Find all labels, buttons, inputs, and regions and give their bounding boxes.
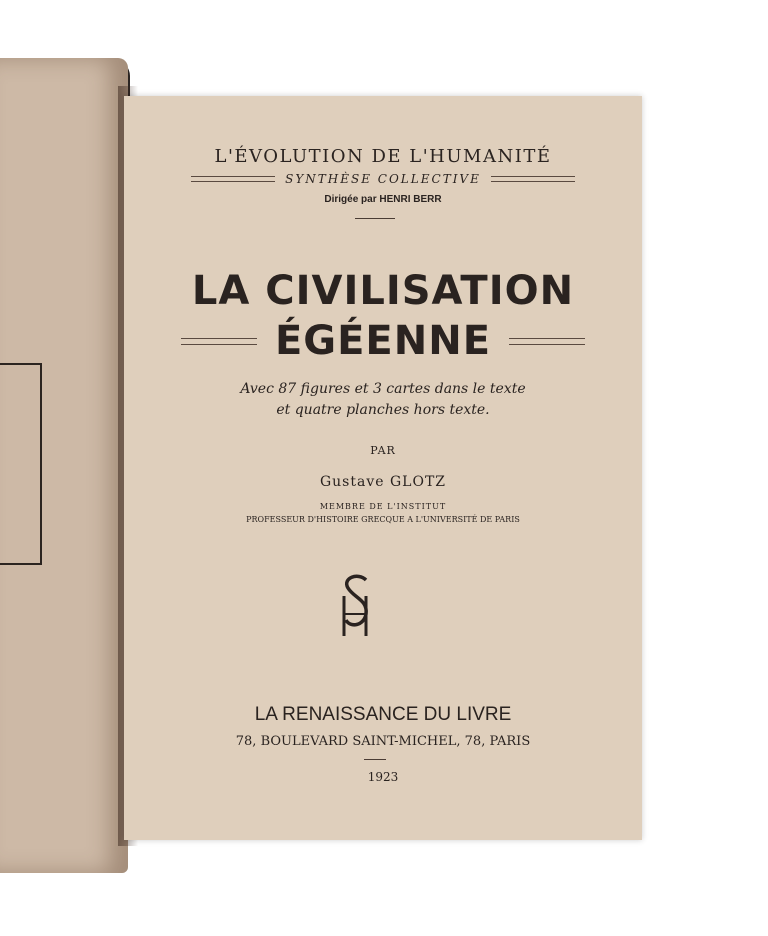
publisher-address: 78, BOULEVARD SAINT-MICHEL, 78, PARIS [235, 734, 531, 749]
series-subtitle: SYNTHÈSE COLLECTIVE [285, 172, 481, 186]
series-title: L'ÉVOLUTION DE L'HUMANITÉ [214, 146, 552, 167]
double-rule-right [491, 176, 575, 182]
author-name: Gustave GLOTZ [319, 474, 447, 490]
left-page [0, 58, 128, 873]
book-title-line2: ÉGÉENNE [274, 318, 492, 364]
left-page-frame [0, 363, 42, 565]
book-title-line2-row [124, 318, 642, 364]
figures-note: Avec 87 figures et 3 cartes dans le texte [240, 381, 526, 397]
plates-note: et quatre planches hors texte. [276, 402, 490, 418]
title-rule-right [509, 338, 585, 345]
title-rule-left [181, 338, 257, 345]
double-rule-left [191, 176, 275, 182]
author-position: PROFESSEUR D'HISTOIRE GRECQUE A L'UNIVERSITÉ DE PARIS [246, 515, 520, 524]
short-rule [355, 218, 395, 219]
dash-rule [364, 759, 386, 760]
series-subtitle-row [124, 172, 642, 186]
publisher-name: LA RENAISSANCE DU LIVRE [254, 704, 512, 725]
author-membership: MEMBRE DE L'INSTITUT [319, 502, 447, 511]
publication-year: 1923 [367, 770, 399, 784]
series-editor: Dirigée par HENRI BERR [324, 194, 442, 205]
book-title-line1: LA CIVILISATION [191, 268, 575, 314]
publisher-monogram-icon [336, 574, 376, 640]
title-page [124, 96, 642, 840]
by-label: PAR [370, 444, 396, 457]
